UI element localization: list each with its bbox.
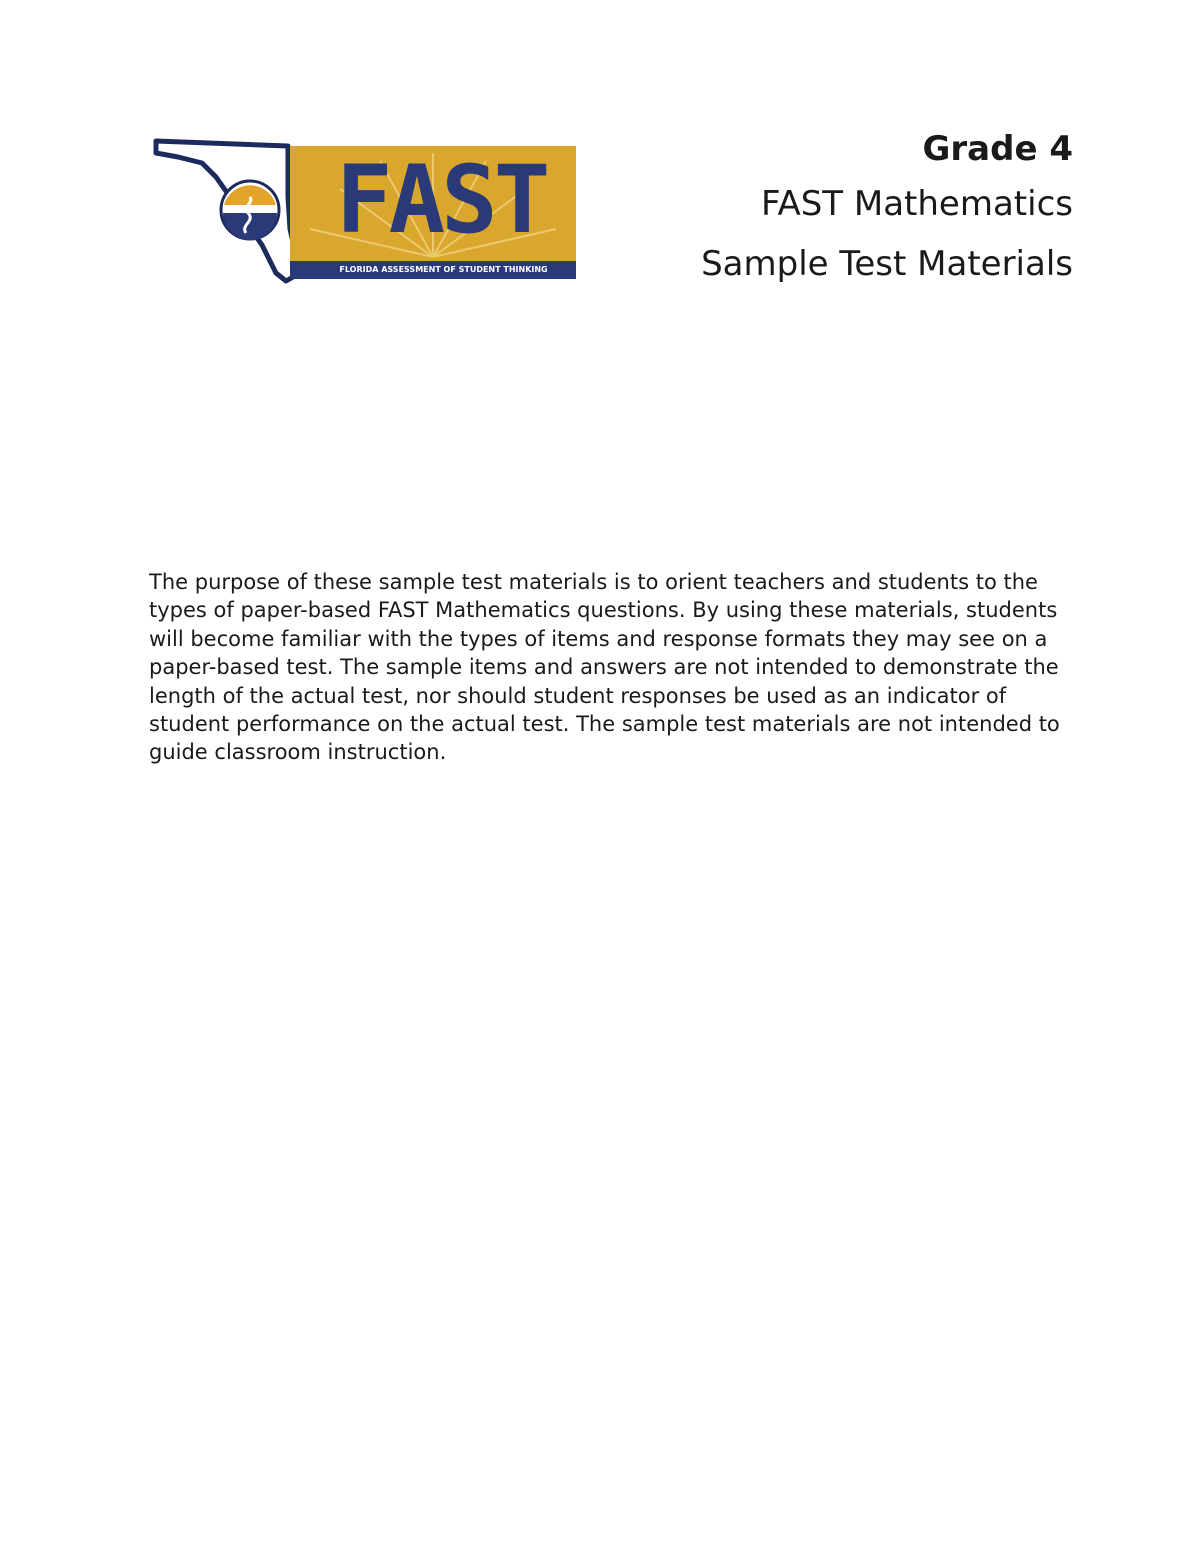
title-block — [701, 124, 1073, 294]
logo-wordmark: FAST — [336, 146, 547, 255]
grade-heading: Grade 4 — [922, 129, 1073, 169]
intro-paragraph: The purpose of these sample test materials is to orient teachers and students to the types of paper-based FAST Mathematics questions. By using these materials, students will become familiar with the types of items and response formats they may see on a paper-based test. The sample items and answers are not intended to demonstrate the length of the actual test, nor should student responses be used as an indicator of student performance on the actual test. The sample test materials are not intended to guide classroom instruction. — [149, 570, 1060, 765]
fast-logo — [150, 133, 580, 285]
logo-tagline: FLORIDA ASSESSMENT OF STUDENT THINKING — [339, 265, 548, 274]
materials-heading: Sample Test Materials — [701, 244, 1073, 284]
subject-heading: FAST Mathematics — [761, 184, 1073, 224]
